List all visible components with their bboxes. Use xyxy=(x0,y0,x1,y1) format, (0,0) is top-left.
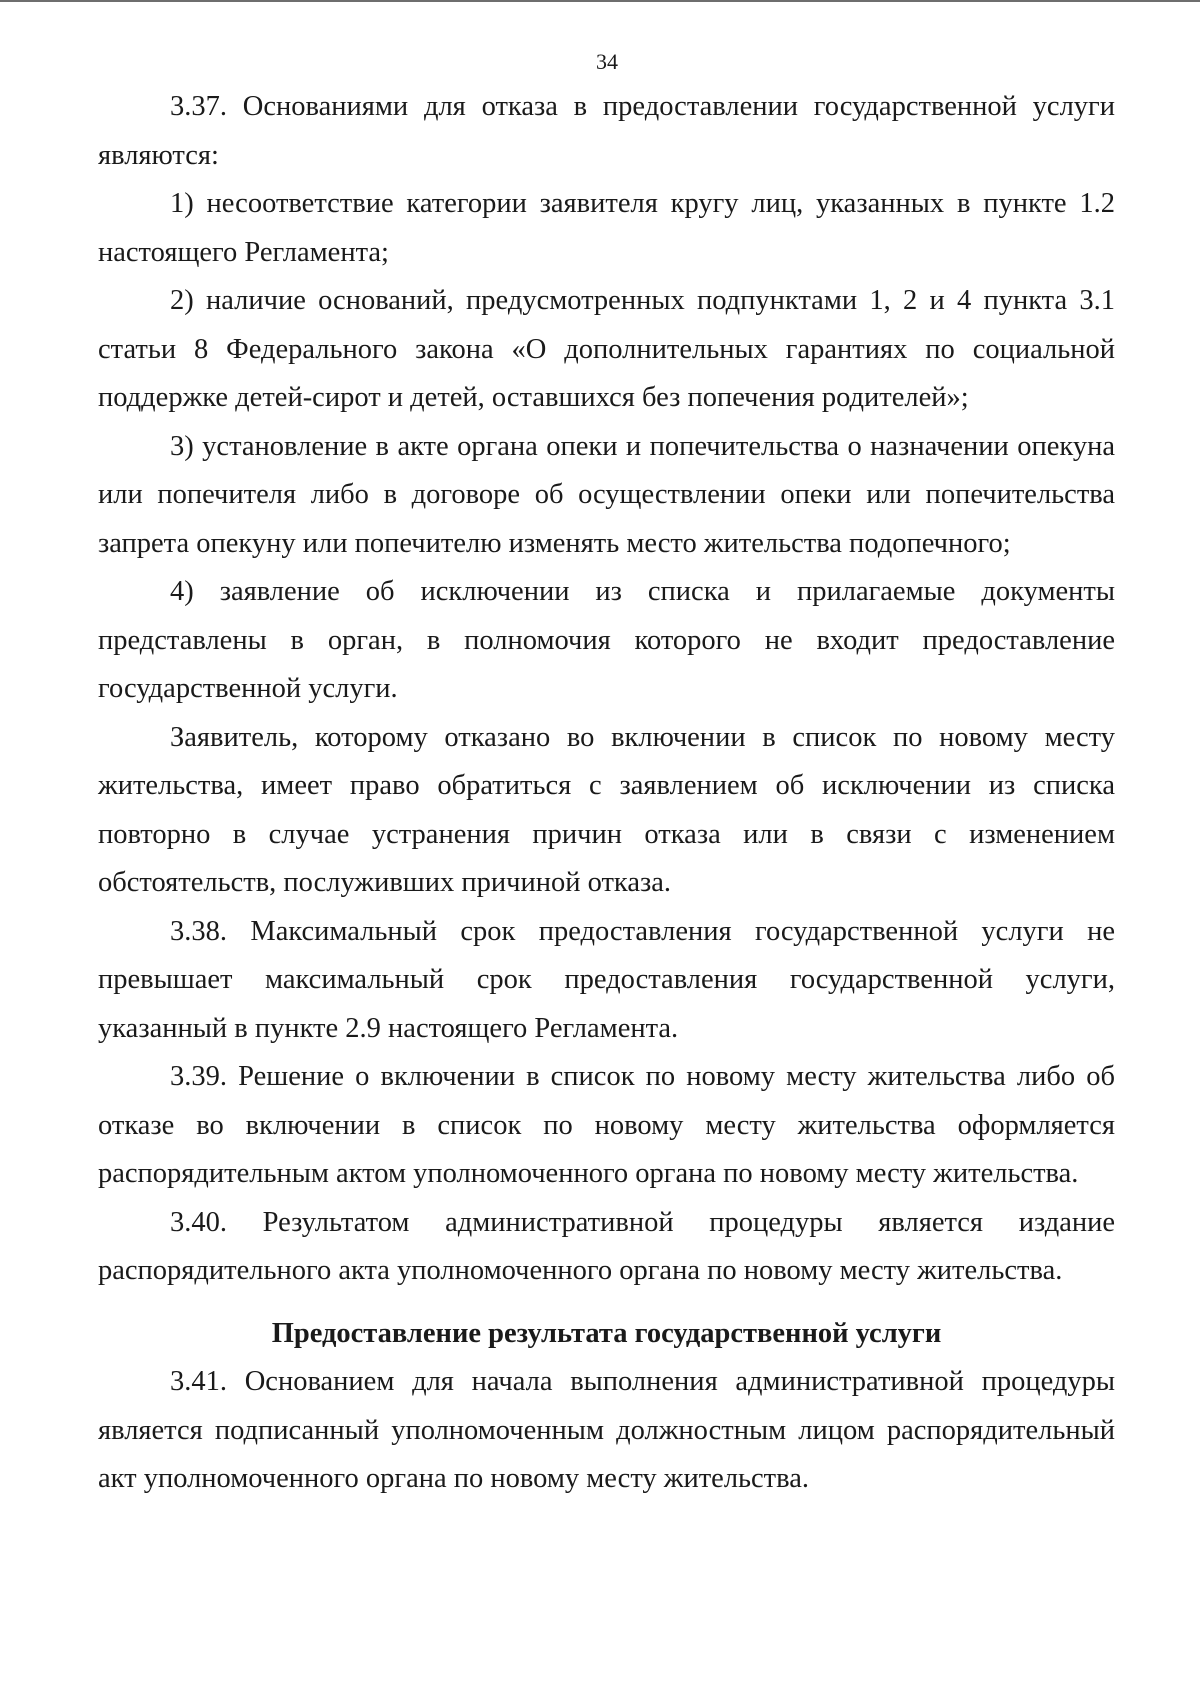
top-border-line xyxy=(0,0,1200,2)
paragraph-3-41: 3.41. Основанием для начала выполнения административной процедуры является подписанный уполномоченным должностным лицом распорядительный акт уполномоченного органа по новому месту жительства. xyxy=(98,1366,1115,1494)
section-spacer xyxy=(98,1296,1115,1310)
paragraph-item-4: 4) заявление об исключении из списка и прилагаемые документы представлены в орган, в полномочия которого не входит предоставление государственной услуги. xyxy=(98,576,1115,704)
section-heading: Предоставление результата государственной услуги xyxy=(271,1317,942,1349)
page-number: 34 xyxy=(596,49,618,74)
paragraph-3-38: 3.38. Максимальный срок предоставления государственной услуги не превышает максимальный срок предоставления государственной услуги, указанный в пункте 2.9 настоящего Регламента. xyxy=(98,915,1115,1044)
paragraph-3-40: 3.40. Результатом административной процедуры является издание распорядительного акта уполномоченного органа по новому месту жительства. xyxy=(98,1206,1115,1286)
paragraph-item-3: 3) установление в акте органа опеки и попечительства о назначении опекуна или попечителя либо в договоре об осуществлении опеки или попечительства запрета опекуну или попечителю изменять место жительства подопечного; xyxy=(98,430,1115,559)
paragraph-item-1: 1) несоответствие категории заявителя кругу лиц, указанных в пункте 1.2 настоящего Регламента; xyxy=(98,188,1115,268)
paragraph-item-2: 2) наличие оснований, предусмотренных подпунктами 1, 2 и 4 пункта 3.1 статьи 8 Федерального закона «О дополнительных гарантиях по социальной поддержке детей-сирот и детей, оставшихся без попечения родителей»; xyxy=(98,285,1115,413)
paragraph-applicant-right: Заявитель, которому отказано во включении в список по новому месту жительства, имеет право обратиться с заявлением об исключении из списка повторно в случае устранения причин отказа или в связи с изменением обстоятельств, послуживших причиной отказа. xyxy=(98,721,1115,898)
paragraph-3-37: 3.37. Основаниями для отказа в предоставлении государственной услуги являются: xyxy=(98,91,1115,171)
document-body xyxy=(98,83,1115,1504)
paragraph-3-39: 3.39. Решение о включении в список по новому месту жительства либо об отказе во включении в список по новому месту жительства оформляется распорядительным актом уполномоченного органа по новому месту жительства. xyxy=(98,1061,1115,1189)
